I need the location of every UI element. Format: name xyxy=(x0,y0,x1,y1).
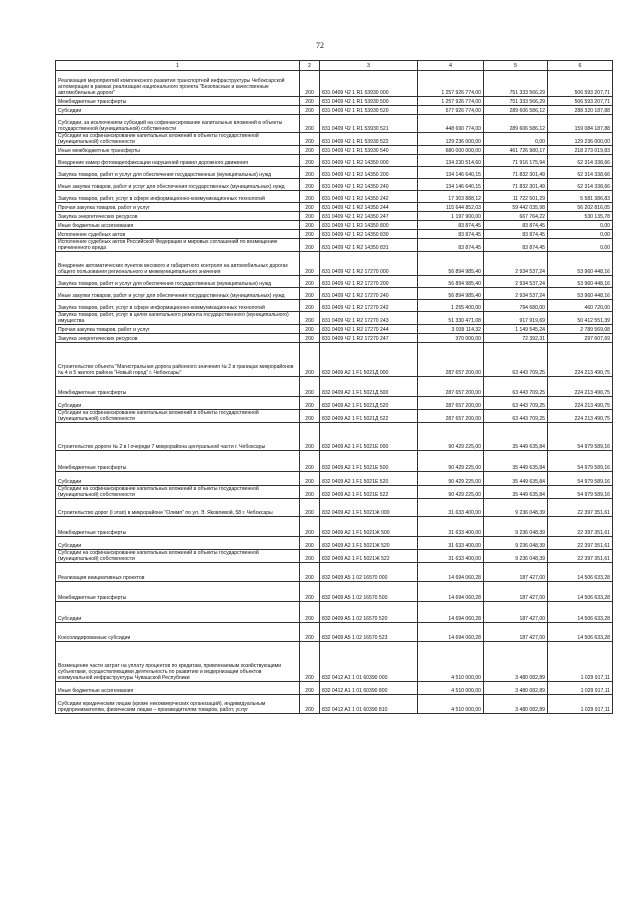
row-approved-amount: 4 510 000,00 xyxy=(418,695,484,714)
row-budget-code: 832 0409 A2 1 F1 5021Ж 520 xyxy=(320,537,418,550)
row-name: Субсидии xyxy=(56,397,300,410)
row-dept-code: 200 xyxy=(300,155,320,167)
row-name: Иные бюджетные ассигнования xyxy=(56,682,300,695)
row-remaining-amount: 288 320 187,88 xyxy=(548,106,613,115)
row-remaining-amount: 460 720,00 xyxy=(548,300,613,312)
table-row xyxy=(56,221,613,230)
row-budget-code: 831 0409 Ч2 1 R2 14350 247 xyxy=(320,212,418,221)
row-budget-code: 831 0409 Ч2 1 R2 17270 200 xyxy=(320,276,418,288)
row-dept-code: 200 xyxy=(300,203,320,212)
row-executed-amount: 71 832 301,49 xyxy=(484,167,548,179)
table-row xyxy=(56,486,613,499)
row-executed-amount: 187 427,00 xyxy=(484,602,548,623)
row-executed-amount: 83 874,45 xyxy=(484,239,548,252)
row-executed-amount: 2 934 537,24 xyxy=(484,276,548,288)
row-budget-code: 831 0409 Ч2 1 R2 14350 800 xyxy=(320,221,418,230)
row-executed-amount: 35 449 635,84 xyxy=(484,451,548,472)
table-row xyxy=(56,602,613,623)
row-budget-code: 832 0409 A5 1 02 16570 000 xyxy=(320,563,418,582)
row-remaining-amount: 53 960 448,16 xyxy=(548,252,613,276)
row-dept-code: 200 xyxy=(300,239,320,252)
row-remaining-amount: 224 213 490,75 xyxy=(548,410,613,423)
row-dept-code: 200 xyxy=(300,343,320,377)
row-name: Консолидированные субсидии xyxy=(56,623,300,642)
row-budget-code: 831 0409 Ч2 1 R2 14350 830 xyxy=(320,230,418,239)
row-budget-code: 831 0409 Ч2 1 R2 14350 242 xyxy=(320,191,418,203)
row-name: Субсидии на софинансирование капитальных вложений в объекты государственной (муниципальной) собственности xyxy=(56,486,300,499)
row-budget-code: 832 0409 A5 1 02 16570 523 xyxy=(320,623,418,642)
table-row xyxy=(56,537,613,550)
row-dept-code: 200 xyxy=(300,423,320,451)
row-approved-amount: 31 633 400,00 xyxy=(418,499,484,517)
row-remaining-amount: 5 581 386,83 xyxy=(548,191,613,203)
row-approved-amount: 115 644 852,03 xyxy=(418,203,484,212)
row-dept-code: 200 xyxy=(300,377,320,397)
row-approved-amount: 90 429 225,00 xyxy=(418,423,484,451)
header-cell: 3 xyxy=(320,61,418,71)
row-approved-amount: 90 429 225,00 xyxy=(418,451,484,472)
row-executed-amount: 187 427,00 xyxy=(484,582,548,602)
row-dept-code: 200 xyxy=(300,230,320,239)
table-row xyxy=(56,312,613,325)
row-budget-code: 832 0409 A2 1 F1 5021Ж 522 xyxy=(320,550,418,563)
row-executed-amount: 289 606 586,12 xyxy=(484,115,548,133)
row-budget-code: 831 0409 Ч2 1 R2 14350 200 xyxy=(320,167,418,179)
row-approved-amount: 1 257 926 774,00 xyxy=(418,71,484,97)
row-budget-code: 832 0409 A2 1 F1 5021Д 500 xyxy=(320,377,418,397)
row-dept-code: 200 xyxy=(300,623,320,642)
row-executed-amount: 9 236 048,39 xyxy=(484,517,548,537)
row-name: Субсидии xyxy=(56,472,300,486)
row-executed-amount: 83 874,45 xyxy=(484,221,548,230)
row-approved-amount: 134 146 640,15 xyxy=(418,179,484,191)
row-remaining-amount: 54 979 589,16 xyxy=(548,423,613,451)
row-dept-code: 200 xyxy=(300,550,320,563)
row-name: Субсидии xyxy=(56,602,300,623)
row-approved-amount: 287 657 200,00 xyxy=(418,343,484,377)
row-remaining-amount: 159 084 187,88 xyxy=(548,115,613,133)
row-executed-amount: 187 427,00 xyxy=(484,623,548,642)
row-name: Межбюджетные трансферты xyxy=(56,582,300,602)
row-executed-amount: 289 606 586,12 xyxy=(484,106,548,115)
row-dept-code: 200 xyxy=(300,167,320,179)
row-dept-code: 200 xyxy=(300,517,320,537)
table-row xyxy=(56,106,613,115)
row-name: Закупка товаров, работ, услуг в сфере информационно-коммуникационных технологий xyxy=(56,191,300,203)
table-row xyxy=(56,300,613,312)
row-executed-amount: 751 333 566,29 xyxy=(484,97,548,106)
budget-execution-table xyxy=(55,60,613,714)
row-remaining-amount: 1 029 917,11 xyxy=(548,642,613,682)
row-name: Иные закупки товаров, работ и услуг для обеспечения государственных (муниципальных) нужд xyxy=(56,179,300,191)
page-number: 72 xyxy=(316,41,324,50)
row-name: Субсидии на софинансирование капитальных вложений в объекты государственной (муниципальной) собственности xyxy=(56,133,300,146)
table-row xyxy=(56,97,613,106)
row-budget-code: 832 0409 A5 1 02 16570 520 xyxy=(320,602,418,623)
row-dept-code: 200 xyxy=(300,133,320,146)
table-row xyxy=(56,288,613,300)
row-executed-amount: 2 934 537,24 xyxy=(484,288,548,300)
row-remaining-amount: 224 213 490,75 xyxy=(548,343,613,377)
row-executed-amount: 83 874,45 xyxy=(484,230,548,239)
row-executed-amount: 35 449 635,84 xyxy=(484,472,548,486)
row-executed-amount: 3 480 082,89 xyxy=(484,695,548,714)
row-dept-code: 200 xyxy=(300,191,320,203)
table-row xyxy=(56,203,613,212)
row-dept-code: 200 xyxy=(300,695,320,714)
row-name: Межбюджетные трансферты xyxy=(56,451,300,472)
row-remaining-amount: 62 314 338,66 xyxy=(548,167,613,179)
header-cell: 6 xyxy=(548,61,613,71)
row-dept-code: 200 xyxy=(300,602,320,623)
row-budget-code: 832 0412 A1 1 01 60390 800 xyxy=(320,682,418,695)
row-approved-amount: 287 657 200,00 xyxy=(418,410,484,423)
table-row xyxy=(56,252,613,276)
row-name: Реализация инициативных проектов xyxy=(56,563,300,582)
row-dept-code: 200 xyxy=(300,334,320,343)
row-remaining-amount: 297 607,69 xyxy=(548,334,613,343)
row-budget-code: 831 0409 Ч2 1 R2 17270 247 xyxy=(320,334,418,343)
row-budget-code: 832 0409 A2 1 F1 5021Д 520 xyxy=(320,397,418,410)
row-name: Прочая закупка товаров, работ и услуг xyxy=(56,203,300,212)
row-dept-code: 200 xyxy=(300,451,320,472)
row-remaining-amount: 22 397 351,61 xyxy=(548,550,613,563)
row-dept-code: 200 xyxy=(300,499,320,517)
row-approved-amount: 1 255 400,00 xyxy=(418,300,484,312)
row-name: Субсидии xyxy=(56,537,300,550)
row-dept-code: 200 xyxy=(300,410,320,423)
row-executed-amount: 63 443 709,25 xyxy=(484,377,548,397)
table-row xyxy=(56,212,613,221)
row-executed-amount: 63 443 709,25 xyxy=(484,397,548,410)
row-executed-amount: 63 443 709,25 xyxy=(484,410,548,423)
table-row xyxy=(56,115,613,133)
row-name: Межбюджетные трансферты xyxy=(56,97,300,106)
row-executed-amount: 9 236 048,39 xyxy=(484,550,548,563)
table-row xyxy=(56,550,613,563)
row-name: Иные закупки товаров, работ и услуг для обеспечения государственных (муниципальных) нужд xyxy=(56,288,300,300)
row-name: Закупка товаров, работ и услуг для обеспечения государственных (муниципальных) нужд xyxy=(56,276,300,288)
row-approved-amount: 14 694 060,28 xyxy=(418,563,484,582)
row-approved-amount: 577 926 774,00 xyxy=(418,106,484,115)
row-remaining-amount: 0,00 xyxy=(548,239,613,252)
row-approved-amount: 4 510 000,00 xyxy=(418,642,484,682)
table-row xyxy=(56,563,613,582)
row-dept-code: 200 xyxy=(300,106,320,115)
table-row xyxy=(56,71,613,97)
row-budget-code: 831 0409 Ч2 1 R2 17270 244 xyxy=(320,325,418,334)
row-budget-code: 831 0409 Ч2 1 R2 17270 240 xyxy=(320,288,418,300)
row-approved-amount: 31 633 400,00 xyxy=(418,550,484,563)
row-approved-amount: 56 894 985,40 xyxy=(418,288,484,300)
row-budget-code: 831 0409 Ч2 1 R2 14350 831 xyxy=(320,239,418,252)
header-cell: 4 xyxy=(418,61,484,71)
header-cell: 2 xyxy=(300,61,320,71)
row-budget-code: 831 0409 Ч2 1 R2 17270 243 xyxy=(320,312,418,325)
row-executed-amount: 917 919,69 xyxy=(484,312,548,325)
table-row xyxy=(56,276,613,288)
table-row xyxy=(56,239,613,252)
row-dept-code: 200 xyxy=(300,146,320,155)
row-executed-amount: 0,00 xyxy=(484,133,548,146)
row-dept-code: 200 xyxy=(300,221,320,230)
row-dept-code: 200 xyxy=(300,472,320,486)
row-approved-amount: 448 690 774,00 xyxy=(418,115,484,133)
table-row xyxy=(56,155,613,167)
row-dept-code: 200 xyxy=(300,642,320,682)
row-name: Исполнение судебных актов Российской Федерации и мировых соглашений по возмещению причиненного вреда xyxy=(56,239,300,252)
row-approved-amount: 83 874,45 xyxy=(418,230,484,239)
row-dept-code: 200 xyxy=(300,179,320,191)
table-row xyxy=(56,682,613,695)
row-dept-code: 200 xyxy=(300,397,320,410)
row-remaining-amount: 54 979 589,16 xyxy=(548,472,613,486)
row-executed-amount: 35 449 635,84 xyxy=(484,423,548,451)
row-budget-code: 832 0409 A2 1 F1 5021E 500 xyxy=(320,451,418,472)
row-approved-amount: 129 236 000,00 xyxy=(418,133,484,146)
row-budget-code: 832 0409 A2 1 F1 5021Д 000 xyxy=(320,343,418,377)
row-approved-amount: 31 633 400,00 xyxy=(418,537,484,550)
table-row xyxy=(56,451,613,472)
row-name: Субсидии на софинансирование капитальных вложений в объекты государственной (муниципальной) собственности xyxy=(56,550,300,563)
row-remaining-amount: 62 314 338,66 xyxy=(548,179,613,191)
header-cell: 1 xyxy=(56,61,300,71)
row-approved-amount: 287 657 200,00 xyxy=(418,377,484,397)
row-approved-amount: 1 197 900,00 xyxy=(418,212,484,221)
row-approved-amount: 56 894 985,40 xyxy=(418,276,484,288)
row-remaining-amount: 22 397 351,61 xyxy=(548,517,613,537)
row-dept-code: 200 xyxy=(300,288,320,300)
row-dept-code: 200 xyxy=(300,537,320,550)
row-name: Прочая закупка товаров, работ и услуг xyxy=(56,325,300,334)
row-executed-amount: 71 832 301,49 xyxy=(484,179,548,191)
row-dept-code: 200 xyxy=(300,582,320,602)
row-budget-code: 831 0409 Ч2 1 R1 53930 540 xyxy=(320,146,418,155)
row-remaining-amount: 129 236 000,00 xyxy=(548,133,613,146)
row-name: Реализация мероприятий комплексного развития транспортной инфраструктуры Чебоксарской агломерации в рамках реализации национального проекта "Безопасные и качественные автомобильные дороги" xyxy=(56,71,300,97)
row-executed-amount: 187 427,00 xyxy=(484,563,548,582)
row-approved-amount: 90 429 225,00 xyxy=(418,486,484,499)
row-name: Межбюджетные трансферты xyxy=(56,377,300,397)
row-remaining-amount: 54 979 589,16 xyxy=(548,486,613,499)
row-name: Строительство дороги № 2 в I очереди 7 микрорайона центральной части г. Чебоксары xyxy=(56,423,300,451)
row-approved-amount: 287 657 200,00 xyxy=(418,397,484,410)
row-approved-amount: 680 000 000,00 xyxy=(418,146,484,155)
row-remaining-amount: 218 273 019,83 xyxy=(548,146,613,155)
row-approved-amount: 31 633 400,00 xyxy=(418,517,484,537)
table-row xyxy=(56,582,613,602)
table-row xyxy=(56,410,613,423)
row-budget-code: 832 0409 A2 1 F1 5021Д 522 xyxy=(320,410,418,423)
row-name: Субсидии на софинансирование капитальных вложений в объекты государственной (муниципальной) собственности xyxy=(56,410,300,423)
row-name: Внедрение камер фотовидеофиксации нарушений правил дорожного движения xyxy=(56,155,300,167)
row-remaining-amount: 50 412 551,39 xyxy=(548,312,613,325)
table-row xyxy=(56,146,613,155)
row-executed-amount: 63 443 709,25 xyxy=(484,343,548,377)
row-budget-code: 831 0409 Ч2 1 R1 53930 500 xyxy=(320,97,418,106)
row-executed-amount: 667 764,22 xyxy=(484,212,548,221)
row-approved-amount: 14 694 060,28 xyxy=(418,582,484,602)
row-remaining-amount: 1 029 917,11 xyxy=(548,695,613,714)
table-row xyxy=(56,334,613,343)
row-dept-code: 200 xyxy=(300,325,320,334)
row-remaining-amount: 224 213 490,75 xyxy=(548,397,613,410)
row-dept-code: 200 xyxy=(300,97,320,106)
row-remaining-amount: 14 506 633,28 xyxy=(548,582,613,602)
row-remaining-amount: 62 314 338,66 xyxy=(548,155,613,167)
row-remaining-amount: 53 960 448,16 xyxy=(548,288,613,300)
row-name: Закупка энергетических ресурсов xyxy=(56,334,300,343)
row-dept-code: 200 xyxy=(300,71,320,97)
row-remaining-amount: 14 506 633,28 xyxy=(548,623,613,642)
row-name: Иные бюджетные ассигнования xyxy=(56,221,300,230)
row-executed-amount: 72 392,31 xyxy=(484,334,548,343)
row-approved-amount: 14 694 060,28 xyxy=(418,602,484,623)
row-dept-code: 200 xyxy=(300,212,320,221)
row-approved-amount: 3 939 114,32 xyxy=(418,325,484,334)
row-remaining-amount: 506 593 207,71 xyxy=(548,97,613,106)
row-name: Закупка товаров, работ и услуг для обеспечения государственных (муниципальных) нужд xyxy=(56,167,300,179)
row-name: Возмещение части затрат на уплату процентов по кредитам, привлекаемым хозяйствующими субъектами, осуществляющими деятельность по развитию и модернизации объектов коммунальной инфраструктуры Чувашской Республики xyxy=(56,642,300,682)
row-budget-code: 832 0409 A2 1 F1 5021E 522 xyxy=(320,486,418,499)
row-approved-amount: 90 429 225,00 xyxy=(418,472,484,486)
row-dept-code: 200 xyxy=(300,312,320,325)
row-name: Закупка товаров, работ, услуг в целях капитального ремонта государственного (муниципального) имущества xyxy=(56,312,300,325)
table-row xyxy=(56,695,613,714)
row-executed-amount: 751 333 566,29 xyxy=(484,71,548,97)
row-remaining-amount: 54 979 589,16 xyxy=(548,451,613,472)
row-name: Иные межбюджетные трансферты xyxy=(56,146,300,155)
row-name: Субсидии xyxy=(56,106,300,115)
row-approved-amount: 370 000,00 xyxy=(418,334,484,343)
row-remaining-amount: 14 506 633,28 xyxy=(548,563,613,582)
row-budget-code: 831 0409 Ч2 1 R1 53930 000 xyxy=(320,71,418,97)
row-name: Закупка товаров, работ, услуг в сфере информационно-коммуникационных технологий xyxy=(56,300,300,312)
row-budget-code: 832 0409 A2 1 F1 5021E 520 xyxy=(320,472,418,486)
row-budget-code: 831 0409 Ч2 1 R1 53930 520 xyxy=(320,106,418,115)
row-approved-amount: 4 510 000,00 xyxy=(418,682,484,695)
row-remaining-amount: 224 213 490,75 xyxy=(548,377,613,397)
row-remaining-amount: 22 397 351,61 xyxy=(548,499,613,517)
table-row xyxy=(56,133,613,146)
row-dept-code: 200 xyxy=(300,563,320,582)
row-remaining-amount: 0,00 xyxy=(548,221,613,230)
table-row xyxy=(56,377,613,397)
row-approved-amount: 56 894 985,40 xyxy=(418,252,484,276)
table-header-row xyxy=(56,61,613,71)
row-name: Субсидии юридическим лицам (кроме некоммерческих организаций), индивидуальным предпринимателям, физическим лицам – производителям товаров, работ, услуг xyxy=(56,695,300,714)
row-executed-amount: 9 236 048,39 xyxy=(484,537,548,550)
row-approved-amount: 134 230 514,60 xyxy=(418,155,484,167)
row-budget-code: 831 0409 Ч2 1 R2 17270 242 xyxy=(320,300,418,312)
row-remaining-amount: 0,00 xyxy=(548,230,613,239)
row-budget-code: 832 0409 A5 1 02 16570 500 xyxy=(320,582,418,602)
row-budget-code: 832 0412 A1 1 01 60390 810 xyxy=(320,695,418,714)
row-budget-code: 831 0409 Ч2 1 R2 14350 244 xyxy=(320,203,418,212)
row-executed-amount: 11 722 501,29 xyxy=(484,191,548,203)
row-executed-amount: 9 236 048,39 xyxy=(484,499,548,517)
row-executed-amount: 3 480 082,89 xyxy=(484,682,548,695)
row-budget-code: 832 0409 A2 1 F1 5021E 000 xyxy=(320,423,418,451)
row-remaining-amount: 22 397 351,61 xyxy=(548,537,613,550)
table-row xyxy=(56,325,613,334)
table-row xyxy=(56,517,613,537)
table-row xyxy=(56,397,613,410)
row-remaining-amount: 1 029 917,11 xyxy=(548,682,613,695)
row-name: Строительство дорог (I этап) в микрорайоне "Олимп" по ул. Э. Яковлевой, 58 г. Чебоксары xyxy=(56,499,300,517)
row-approved-amount: 17 303 888,12 xyxy=(418,191,484,203)
row-name: Строительство объекта "Магистральная дорога районного значения № 2 в границах микрорайонов № 4 и 5 жилого района "Новый город" г. Чебоксары" xyxy=(56,343,300,377)
row-executed-amount: 794 680,00 xyxy=(484,300,548,312)
row-dept-code: 200 xyxy=(300,115,320,133)
row-approved-amount: 134 146 640,15 xyxy=(418,167,484,179)
row-executed-amount: 59 442 035,98 xyxy=(484,203,548,212)
row-remaining-amount: 56 202 816,05 xyxy=(548,203,613,212)
row-name: Субсидии, за исключением субсидий на софинансирование капитальных вложений в объекты государственной (муниципальной) собственности xyxy=(56,115,300,133)
row-dept-code: 200 xyxy=(300,252,320,276)
row-name: Исполнение судебных актов xyxy=(56,230,300,239)
row-remaining-amount: 14 506 633,28 xyxy=(548,602,613,623)
row-approved-amount: 51 330 471,08 xyxy=(418,312,484,325)
row-remaining-amount: 506 593 207,71 xyxy=(548,71,613,97)
header-cell: 5 xyxy=(484,61,548,71)
row-executed-amount: 461 726 980,17 xyxy=(484,146,548,155)
row-dept-code: 200 xyxy=(300,300,320,312)
table-row xyxy=(56,343,613,377)
row-name: Закупка энергетических ресурсов xyxy=(56,212,300,221)
table-row xyxy=(56,472,613,486)
row-executed-amount: 2 934 537,24 xyxy=(484,252,548,276)
row-executed-amount: 1 149 545,24 xyxy=(484,325,548,334)
row-executed-amount: 71 916 175,94 xyxy=(484,155,548,167)
row-budget-code: 831 0409 Ч2 1 R1 53930 522 xyxy=(320,133,418,146)
row-approved-amount: 1 257 926 774,00 xyxy=(418,97,484,106)
table-row xyxy=(56,167,613,179)
row-budget-code: 831 0409 Ч2 1 R2 14350 240 xyxy=(320,179,418,191)
row-budget-code: 831 0409 Ч2 1 R2 17270 000 xyxy=(320,252,418,276)
row-executed-amount: 3 480 082,89 xyxy=(484,642,548,682)
row-remaining-amount: 2 789 569,08 xyxy=(548,325,613,334)
table-row xyxy=(56,191,613,203)
row-dept-code: 200 xyxy=(300,486,320,499)
table-row xyxy=(56,623,613,642)
table-row xyxy=(56,642,613,682)
table-row xyxy=(56,499,613,517)
row-budget-code: 832 0409 A2 1 F1 5021Ж 000 xyxy=(320,499,418,517)
table-row xyxy=(56,423,613,451)
row-dept-code: 200 xyxy=(300,276,320,288)
table-row xyxy=(56,179,613,191)
row-remaining-amount: 53 960 448,16 xyxy=(548,276,613,288)
row-budget-code: 832 0412 A1 1 01 60390 000 xyxy=(320,642,418,682)
row-name: Межбюджетные трансферты xyxy=(56,517,300,537)
row-approved-amount: 83 874,45 xyxy=(418,221,484,230)
row-approved-amount: 83 874,45 xyxy=(418,239,484,252)
table-row xyxy=(56,230,613,239)
row-budget-code: 831 0409 Ч2 1 R1 53930 521 xyxy=(320,115,418,133)
row-budget-code: 832 0409 A2 1 F1 5021Ж 500 xyxy=(320,517,418,537)
row-remaining-amount: 530 135,78 xyxy=(548,212,613,221)
row-dept-code: 200 xyxy=(300,682,320,695)
row-budget-code: 831 0409 Ч2 1 R2 14350 000 xyxy=(320,155,418,167)
row-approved-amount: 14 694 060,28 xyxy=(418,623,484,642)
row-executed-amount: 35 449 635,84 xyxy=(484,486,548,499)
row-name: Внедрение автоматических пунктов весового и габаритного контроля на автомобильных дорогах общего пользования регионального и межмуниципального значения xyxy=(56,252,300,276)
